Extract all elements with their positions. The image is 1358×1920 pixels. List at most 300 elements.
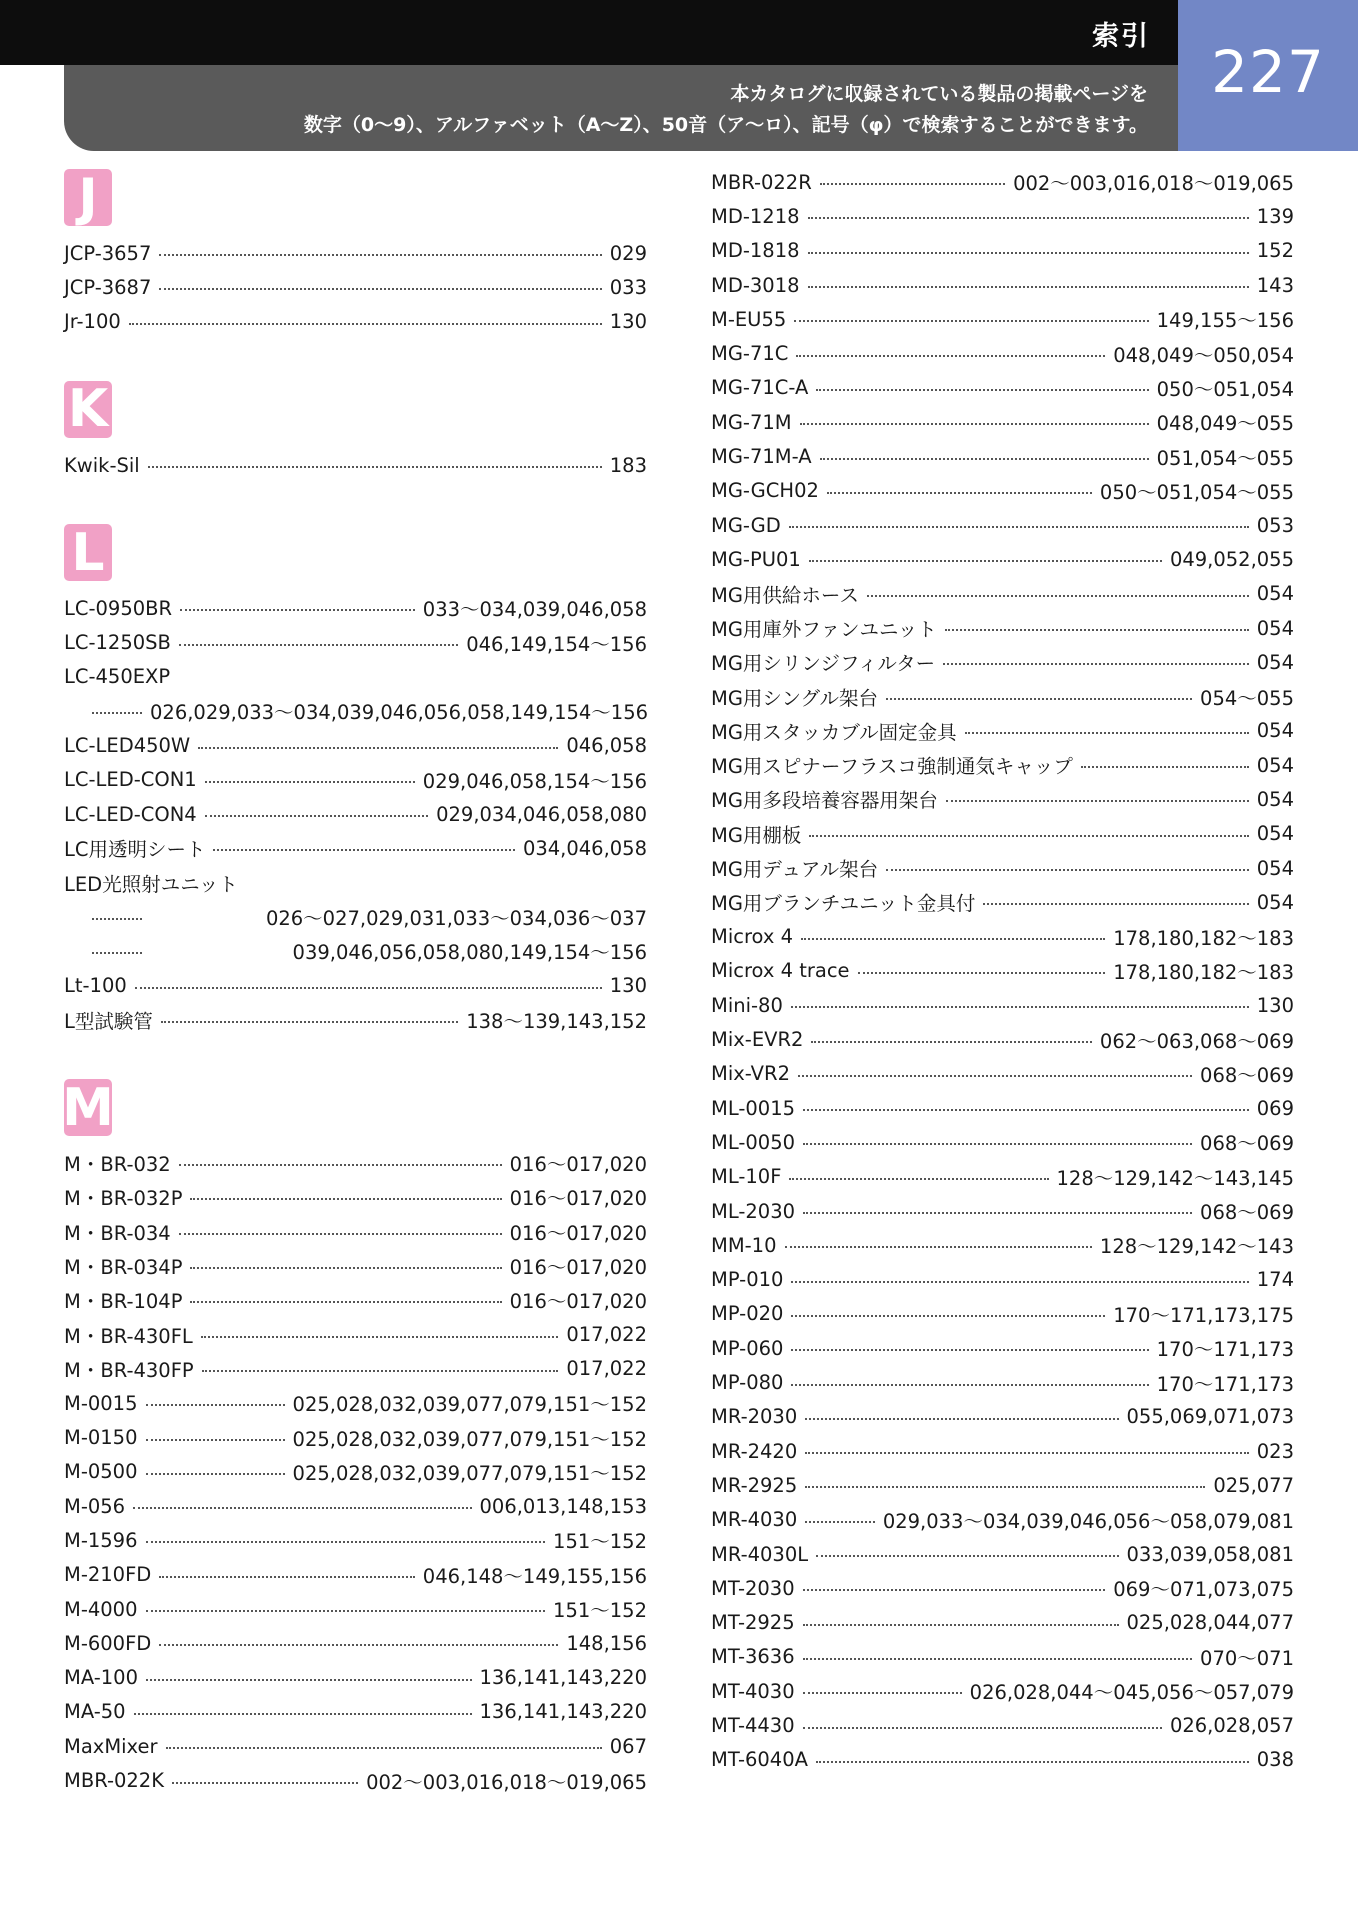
entry-pages: 050〜051,054	[1156, 377, 1294, 401]
dot-leader	[92, 952, 142, 954]
entry-name: MR-4030	[711, 1508, 798, 1532]
dot-leader	[820, 183, 1005, 185]
dot-leader	[146, 1473, 285, 1475]
entry-name: ML-10F	[711, 1165, 782, 1189]
dot-leader	[179, 644, 458, 646]
entry-name: MG-71M-A	[711, 445, 812, 469]
entry-name: Kwik-Sil	[64, 453, 140, 477]
entry-name: LED光照射ユニット	[64, 872, 238, 896]
description-line-1: 本カタログに収録されている製品の掲載ページを	[730, 83, 1148, 105]
dot-leader	[180, 609, 415, 611]
dot-leader	[202, 1370, 559, 1372]
dot-leader	[816, 1761, 1249, 1763]
entry-pages: 026〜027,029,031,033〜034,036〜037	[265, 907, 647, 930]
dot-leader	[943, 663, 1249, 665]
index-entry	[64, 694, 647, 728]
index-entry	[711, 1160, 1294, 1194]
index-entry	[64, 1146, 647, 1180]
entry-pages: 033	[609, 275, 647, 299]
entry-pages: 025,077	[1213, 1473, 1294, 1497]
index-entry	[711, 474, 1294, 508]
dot-leader	[803, 1109, 1249, 1111]
entry-name: M-210FD	[64, 1563, 152, 1587]
dot-leader	[190, 1301, 501, 1303]
index-entry	[711, 1605, 1294, 1639]
index-entry	[711, 1708, 1294, 1742]
dot-leader	[159, 288, 601, 290]
entry-name: MG用シングル架台	[711, 686, 878, 710]
index-entry	[711, 439, 1294, 473]
dot-leader	[201, 1336, 559, 1338]
dot-leader	[791, 1281, 1248, 1283]
entry-pages: 023	[1256, 1439, 1294, 1463]
entry-pages: 016〜017,020	[509, 1221, 647, 1245]
index-entry	[711, 1297, 1294, 1331]
index-entry	[64, 1455, 647, 1489]
index-entry	[64, 270, 647, 304]
entry-pages: 130	[609, 310, 647, 334]
dot-leader	[858, 972, 1106, 974]
index-entry	[64, 866, 647, 900]
entry-pages: 054〜055	[1200, 686, 1294, 710]
entry-pages: 069〜071,073,075	[1113, 1578, 1294, 1602]
entry-name: M・BR-104P	[64, 1290, 183, 1314]
entry-name: MT-3636	[711, 1645, 795, 1669]
index-entry	[64, 1558, 647, 1592]
index-entry	[711, 817, 1294, 851]
entry-name: ML-2030	[711, 1199, 796, 1223]
entry-name: MT-4430	[711, 1714, 795, 1737]
dot-leader	[805, 1486, 1205, 1488]
entry-pages: 054	[1256, 719, 1294, 743]
dot-leader	[205, 815, 428, 817]
index-entry	[711, 1125, 1294, 1159]
entry-name: MG用スタッカブル固定金具	[711, 720, 957, 744]
entry-name: MG用シリンジフィルター	[711, 652, 936, 676]
entry-pages: 054	[1256, 650, 1294, 674]
entry-pages: 128〜129,142〜143	[1099, 1235, 1294, 1259]
entry-name: MG用デュアル架台	[711, 858, 879, 882]
index-entry	[711, 851, 1294, 885]
entry-pages: 054	[1256, 753, 1294, 777]
dot-leader	[785, 1246, 1092, 1248]
entry-name: LC-LED450W	[64, 734, 191, 758]
dot-leader	[803, 1658, 1192, 1660]
entry-pages: 139	[1256, 204, 1294, 228]
index-entry	[64, 1352, 647, 1386]
entry-pages: 017,022	[566, 1323, 647, 1347]
entry-pages: 048,049〜050,054	[1113, 343, 1294, 367]
index-entry	[711, 199, 1294, 233]
entry-pages: 048,049〜055	[1156, 412, 1294, 436]
index-entry	[64, 1215, 647, 1249]
entry-pages: 054	[1256, 822, 1294, 846]
dot-leader	[179, 1164, 502, 1166]
section-spacer	[64, 1037, 647, 1075]
index-entry	[64, 968, 647, 1002]
index-entry	[711, 1228, 1294, 1262]
index-entry	[64, 1592, 647, 1626]
entry-pages: 002〜003,016,018〜019,065	[366, 1770, 647, 1794]
section-spacer	[64, 482, 647, 520]
dot-leader	[146, 1679, 472, 1681]
entry-pages: 149,155〜156	[1156, 309, 1294, 333]
dot-leader	[946, 800, 1249, 802]
index-entry	[711, 920, 1294, 954]
entry-name: MT-6040A	[711, 1748, 808, 1772]
entry-pages: 128〜129,142〜143,145	[1056, 1166, 1294, 1190]
entry-pages: 029,034,046,058,080	[436, 802, 647, 826]
entry-name: M・BR-032P	[64, 1187, 183, 1211]
index-entry	[64, 797, 647, 831]
entry-pages: 046,058	[566, 734, 647, 758]
index-letter: L	[71, 522, 105, 583]
dot-leader	[796, 355, 1105, 357]
entry-name: MG用スピナーフラスコ強制通気キャップ	[711, 755, 1073, 779]
entry-pages: 033,039,058,081	[1126, 1542, 1294, 1566]
entry-pages: 054	[1256, 787, 1294, 811]
entry-pages: 136,141,143,220	[479, 1666, 647, 1690]
entry-name: MG用多段培養容器用架台	[711, 789, 938, 813]
entry-name: MD-3018	[711, 273, 800, 297]
entry-pages: 054	[1256, 890, 1294, 914]
entry-pages: 178,180,182〜183	[1113, 960, 1294, 984]
dot-leader	[198, 747, 558, 749]
entry-name: Microx 4 trace	[711, 959, 850, 983]
index-entry	[711, 748, 1294, 782]
dot-leader	[1081, 766, 1249, 768]
entry-pages: 025,028,032,039,077,079,151〜152	[292, 1393, 647, 1417]
entry-name: Lt-100	[64, 974, 127, 998]
index-entry	[64, 1180, 647, 1214]
dot-leader	[965, 732, 1249, 734]
dot-leader	[805, 1521, 875, 1523]
index-entry	[64, 1763, 647, 1797]
entry-pages: 049,052,055	[1169, 547, 1294, 571]
dot-leader	[827, 492, 1092, 494]
entry-name: MP-020	[711, 1302, 784, 1326]
dot-leader	[803, 1212, 1192, 1214]
index-entry	[64, 728, 647, 762]
index-entry	[64, 1661, 647, 1695]
index-entry	[711, 679, 1294, 713]
index-column-left	[64, 165, 647, 1798]
dot-leader	[159, 1576, 414, 1578]
entry-pages: 151〜152	[553, 1530, 647, 1554]
index-column-right	[711, 165, 1294, 1777]
index-entry	[64, 448, 647, 482]
dot-leader	[190, 1267, 501, 1269]
dot-leader	[886, 698, 1192, 700]
index-entry	[711, 577, 1294, 611]
entry-name: M・BR-034P	[64, 1256, 183, 1280]
index-entry	[64, 1249, 647, 1283]
dot-leader	[803, 1589, 1106, 1591]
entry-name: Mini-80	[711, 993, 783, 1017]
dot-leader	[816, 389, 1148, 391]
entry-name: M-600FD	[64, 1631, 152, 1655]
dot-leader	[146, 1541, 546, 1543]
entry-pages: 183	[609, 453, 647, 477]
index-entry	[64, 1489, 647, 1523]
entry-pages: 178,180,182〜183	[1113, 926, 1294, 950]
entry-name: MG用庫外ファンユニット	[711, 618, 937, 641]
dot-leader	[146, 1404, 285, 1406]
entry-pages: 054	[1256, 582, 1294, 606]
dot-leader	[808, 286, 1249, 288]
entry-name: MG用供給ホース	[711, 583, 859, 607]
entry-pages: 136,141,143,220	[479, 1700, 647, 1724]
index-entry	[64, 1695, 647, 1729]
entry-name: MP-080	[711, 1371, 784, 1395]
index-entry	[711, 885, 1294, 919]
index-entry	[64, 1729, 647, 1763]
index-letter-block	[64, 169, 112, 226]
entry-pages: 025,028,032,039,077,079,151〜152	[292, 1461, 647, 1485]
entry-pages: 130	[609, 974, 647, 998]
index-entry	[711, 1400, 1294, 1434]
index-entry	[711, 371, 1294, 405]
entry-pages: 138〜139,143,152	[466, 1009, 647, 1033]
index-entry	[64, 1283, 647, 1317]
entry-name: M-EU55	[711, 307, 787, 331]
entry-pages: 053	[1256, 513, 1294, 537]
dot-leader	[179, 1233, 502, 1235]
entry-name: MG-71C	[711, 342, 789, 366]
entry-pages: 070〜071	[1200, 1646, 1294, 1670]
index-letter: K	[67, 379, 109, 440]
index-entry	[711, 234, 1294, 268]
entry-pages: 016〜017,020	[509, 1256, 647, 1280]
index-entry	[64, 900, 647, 934]
entry-name: MaxMixer	[64, 1734, 158, 1758]
dot-leader	[809, 560, 1162, 562]
entry-pages: 143	[1256, 273, 1294, 297]
dot-leader	[803, 1624, 1119, 1626]
index-entry	[711, 1194, 1294, 1228]
index-entry	[711, 1365, 1294, 1399]
entry-name: Jr-100	[64, 310, 121, 334]
entry-name: M-0150	[64, 1426, 138, 1450]
entry-pages: 151〜152	[553, 1599, 647, 1623]
entry-pages: 068〜069	[1200, 1201, 1294, 1225]
index-entry	[711, 336, 1294, 370]
index-entry	[711, 508, 1294, 542]
index-letter-block	[64, 1079, 112, 1136]
index-entry	[64, 934, 647, 968]
index-entry	[711, 165, 1294, 199]
entry-pages: 152	[1256, 239, 1294, 263]
entry-name: MG-PU01	[711, 547, 801, 571]
entry-name: MA-50	[64, 1700, 126, 1724]
index-entry	[64, 763, 647, 797]
index-entry	[711, 782, 1294, 816]
entry-pages: 033〜034,039,046,058	[422, 598, 647, 622]
entry-name: LC-LED-CON4	[64, 802, 197, 826]
entry-name: Microx 4	[711, 925, 794, 949]
dot-leader	[190, 1198, 501, 1200]
index-entry	[64, 1318, 647, 1352]
entry-name: LC-0950BR	[64, 596, 173, 620]
entry-name: MG用棚板	[711, 823, 802, 847]
entry-name: M-056	[64, 1494, 126, 1518]
index-letter-block	[64, 524, 112, 581]
dot-leader	[135, 987, 602, 989]
entry-name: MR-2030	[711, 1405, 798, 1429]
entry-pages: 170〜171,173	[1156, 1338, 1294, 1362]
index-entry	[711, 302, 1294, 336]
entry-name: MR-2925	[711, 1473, 798, 1497]
entry-pages: 046,149,154〜156	[466, 632, 647, 656]
index-entry	[711, 1022, 1294, 1056]
entry-pages: 055,069,071,073	[1126, 1405, 1294, 1429]
index-letter: J	[78, 167, 98, 228]
dot-leader	[92, 712, 142, 714]
entry-name: LC-450EXP	[64, 665, 171, 689]
index-entry	[64, 1420, 647, 1454]
entry-pages: 068〜069	[1200, 1132, 1294, 1156]
entry-pages: 046,148〜149,155,156	[422, 1564, 647, 1588]
entry-pages: 174	[1256, 1268, 1294, 1292]
dot-leader	[803, 1692, 962, 1694]
index-entry	[711, 542, 1294, 576]
entry-pages: 054	[1256, 856, 1294, 880]
entry-name: LC用透明シート	[64, 838, 206, 862]
index-entry	[711, 1434, 1294, 1468]
entry-name: MG用ブランチユニット金具付	[711, 892, 976, 916]
dot-leader	[205, 781, 415, 783]
dot-leader	[798, 1075, 1192, 1077]
entry-name: JCP-3657	[64, 241, 152, 265]
index-entry	[711, 1057, 1294, 1091]
entry-name: ML-0050	[711, 1130, 796, 1154]
entry-name: M・BR-034	[64, 1221, 171, 1245]
dot-leader	[794, 320, 1148, 322]
index-entry	[711, 1263, 1294, 1297]
dot-leader	[789, 526, 1249, 528]
entry-name: LC-LED-CON1	[64, 768, 197, 792]
index-entry	[64, 1386, 647, 1420]
dot-leader	[816, 1555, 1118, 1557]
index-entry	[711, 645, 1294, 679]
dot-leader	[166, 1747, 602, 1749]
section-title: 索引	[1092, 21, 1150, 52]
dot-leader	[134, 1713, 472, 1715]
entry-pages: 067	[609, 1734, 647, 1758]
dot-leader	[159, 1644, 558, 1646]
index-entry	[711, 1331, 1294, 1365]
index-entry	[711, 988, 1294, 1022]
entry-name: MD-1818	[711, 239, 800, 263]
section-spacer	[64, 339, 647, 377]
entry-pages: 025,028,044,077	[1126, 1611, 1294, 1635]
dot-leader	[791, 1349, 1148, 1351]
index-entry	[711, 405, 1294, 439]
entry-name: M・BR-032	[64, 1153, 171, 1177]
dot-leader	[805, 1452, 1249, 1454]
dot-leader	[133, 1507, 471, 1509]
dot-leader	[867, 595, 1249, 597]
entry-pages: 130	[1256, 993, 1294, 1017]
entry-pages: 029	[609, 241, 647, 265]
entry-name: MA-100	[64, 1666, 138, 1690]
entry-pages: 068〜069	[1200, 1063, 1294, 1087]
dot-leader	[789, 1178, 1048, 1180]
entry-pages: 069	[1256, 1096, 1294, 1120]
index-entry	[711, 611, 1294, 645]
entry-pages: 148,156	[566, 1631, 647, 1655]
index-entry	[711, 1091, 1294, 1125]
index-entry	[64, 591, 647, 625]
entry-name: JCP-3687	[64, 275, 152, 299]
entry-name: MD-1218	[711, 204, 800, 228]
entry-pages: 038	[1256, 1748, 1294, 1772]
entry-pages: 002〜003,016,018〜019,065	[1013, 172, 1294, 196]
index-entry	[711, 1674, 1294, 1708]
dot-leader	[820, 458, 1149, 460]
dot-leader	[808, 252, 1249, 254]
dot-leader	[146, 1610, 546, 1612]
index-entry	[711, 268, 1294, 302]
index-entry	[64, 1523, 647, 1557]
entry-name: MBR-022K	[64, 1769, 165, 1793]
dot-leader	[801, 938, 1105, 940]
dot-leader	[791, 1006, 1249, 1008]
dot-leader	[809, 835, 1248, 837]
entry-name: ML-0015	[711, 1096, 796, 1120]
description-text	[304, 79, 1148, 141]
index-entry	[64, 236, 647, 270]
entry-name: M・BR-430FP	[64, 1358, 194, 1382]
page-number: 227	[1211, 38, 1325, 106]
entry-name: MG-GD	[711, 513, 781, 537]
entry-pages: 062〜063,068〜069	[1099, 1029, 1294, 1053]
entry-pages: 029,046,058,154〜156	[422, 769, 647, 793]
description-bar	[64, 65, 1178, 151]
entry-name: MG-71C-A	[711, 376, 809, 400]
dot-leader	[172, 1782, 358, 1784]
entry-name: MG-GCH02	[711, 479, 819, 503]
index-entry	[711, 1743, 1294, 1777]
dot-leader	[945, 629, 1249, 631]
entry-pages: 029,033〜034,039,046,056〜058,079,081	[882, 1509, 1294, 1533]
index-entry	[711, 1503, 1294, 1537]
page-number-box	[1178, 0, 1358, 151]
entry-name: L型試験管	[64, 1009, 153, 1033]
index-entry	[64, 660, 647, 694]
entry-name: MT-2925	[711, 1611, 795, 1635]
entry-name: Mix-VR2	[711, 1062, 790, 1086]
entry-pages: 016〜017,020	[509, 1187, 647, 1211]
index-entry	[711, 1640, 1294, 1674]
entry-pages: 054	[1256, 616, 1294, 640]
dot-leader	[146, 1439, 285, 1441]
index-entry	[711, 1537, 1294, 1571]
entry-pages: 034,046,058	[522, 836, 647, 860]
index-entry	[711, 954, 1294, 988]
entry-pages: 006,013,148,153	[479, 1494, 647, 1518]
index-entry	[711, 714, 1294, 748]
entry-pages: 017,022	[566, 1357, 647, 1381]
entry-pages: 016〜017,020	[509, 1290, 647, 1314]
entry-pages: 026,028,044〜045,056〜057,079	[969, 1681, 1294, 1705]
entry-name: M-0500	[64, 1460, 138, 1484]
dot-leader	[791, 1315, 1105, 1317]
index-entry	[64, 625, 647, 659]
entry-name: MP-060	[711, 1336, 784, 1360]
entry-name: MP-010	[711, 1268, 784, 1292]
dot-leader	[213, 849, 514, 851]
